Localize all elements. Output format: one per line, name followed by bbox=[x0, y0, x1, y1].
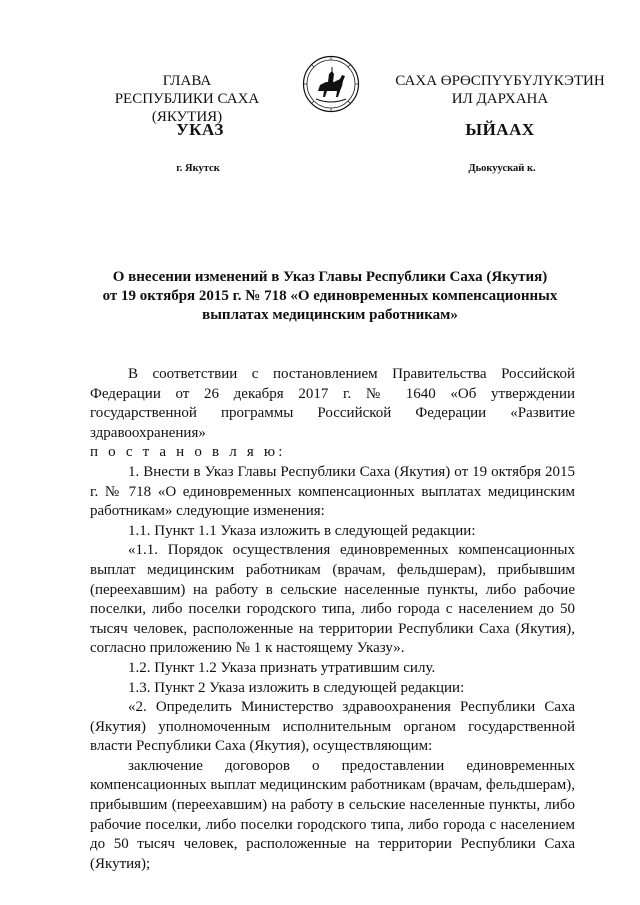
issuer-ru bbox=[82, 72, 292, 126]
paragraph-item-1-3: 1.3. Пункт 2 Указа изложить в следующей редакции: bbox=[128, 679, 465, 696]
document-body bbox=[90, 365, 575, 874]
paragraph-item-2-text: «2. Определить Министерство здравоохранения Республики Саха (Якутия) уполномоченным исполнительным органом государственной власти Республики Саха (Якутия), осуществляющим: bbox=[90, 699, 575, 755]
city-sah: Дьокуускай к. bbox=[468, 163, 536, 174]
paragraph-item-1-2: 1.2. Пункт 1.2 Указа признать утратившим силу. bbox=[128, 659, 436, 676]
paragraph-preamble: В соответствии с постановлением Правительства Российской Федерации от 26 декабря 2017 г. № 1640 «Об утверждении государственной программы Российской Федерации «Развитие здравоохранения» bbox=[90, 366, 575, 441]
document-title-line-1: О внесении изменений в Указ Главы Республики Саха (Якутия) bbox=[112, 269, 548, 285]
paragraph-decree: п о с т а н о в л я ю: bbox=[90, 444, 286, 461]
issuer-ru-line-1: ГЛАВА bbox=[162, 73, 212, 89]
issuer-sah-line-1: САХА ӨРӨСПҮҮБҮЛҮКЭТИН bbox=[395, 73, 605, 89]
paragraph-contracts: заключение договоров о предоставлении единовременных компенсационных выплат медицинским работникам (врачам, фельдшерам), прибывшим (переехавшим) на работу в сельские населенные пункты, либо рабочие поселки, либо поселки городского типа, либо города с населением до 50 тысяч человек, расположенные на территории Республики Саха (Якутия); bbox=[90, 757, 575, 872]
doc-type-sah: ЫЙААХ bbox=[465, 120, 535, 139]
paragraph-item-1: 1. Внести в Указ Главы Республики Саха (Якутия) от 19 октября 2015 г. № 718 «О единовременных компенсационных выплатах медицинским работникам» следующие изменения: bbox=[90, 463, 575, 520]
paragraph-item-1-1-text: «1.1. Порядок осуществления единовременных компенсационных выплат медицинским работникам (врачам, фельдшерам), прибывшим (переехавшим) на работу в сельские населенные пункты, либо рабочие поселки, либо поселки городского типа, либо города с населением до 50 тысяч человек, расположенные на территории Республики Саха (Якутия), согласно приложению № 1 к настоящему Указу». bbox=[90, 542, 575, 657]
paragraph-item-1-1: 1.1. Пункт 1.1 Указа изложить в следующей редакции: bbox=[128, 522, 476, 539]
issuer-sah bbox=[370, 72, 630, 108]
document-title bbox=[95, 268, 565, 325]
city-ru: г. Якутск bbox=[176, 163, 220, 174]
document-title-line-2: от 19 октября 2015 г. № 718 «О единовременных компенсационных bbox=[102, 288, 558, 304]
document-title-line-3: выплатах медицинским работникам» bbox=[202, 307, 458, 323]
doc-type-ru: УКАЗ bbox=[176, 120, 224, 139]
issuer-sah-line-2: ИЛ ДАРХАНА bbox=[451, 91, 549, 107]
issuer-ru-line-2: РЕСПУБЛИКИ САХА (ЯКУТИЯ) bbox=[114, 91, 260, 125]
coat-of-arms-icon bbox=[302, 55, 360, 113]
